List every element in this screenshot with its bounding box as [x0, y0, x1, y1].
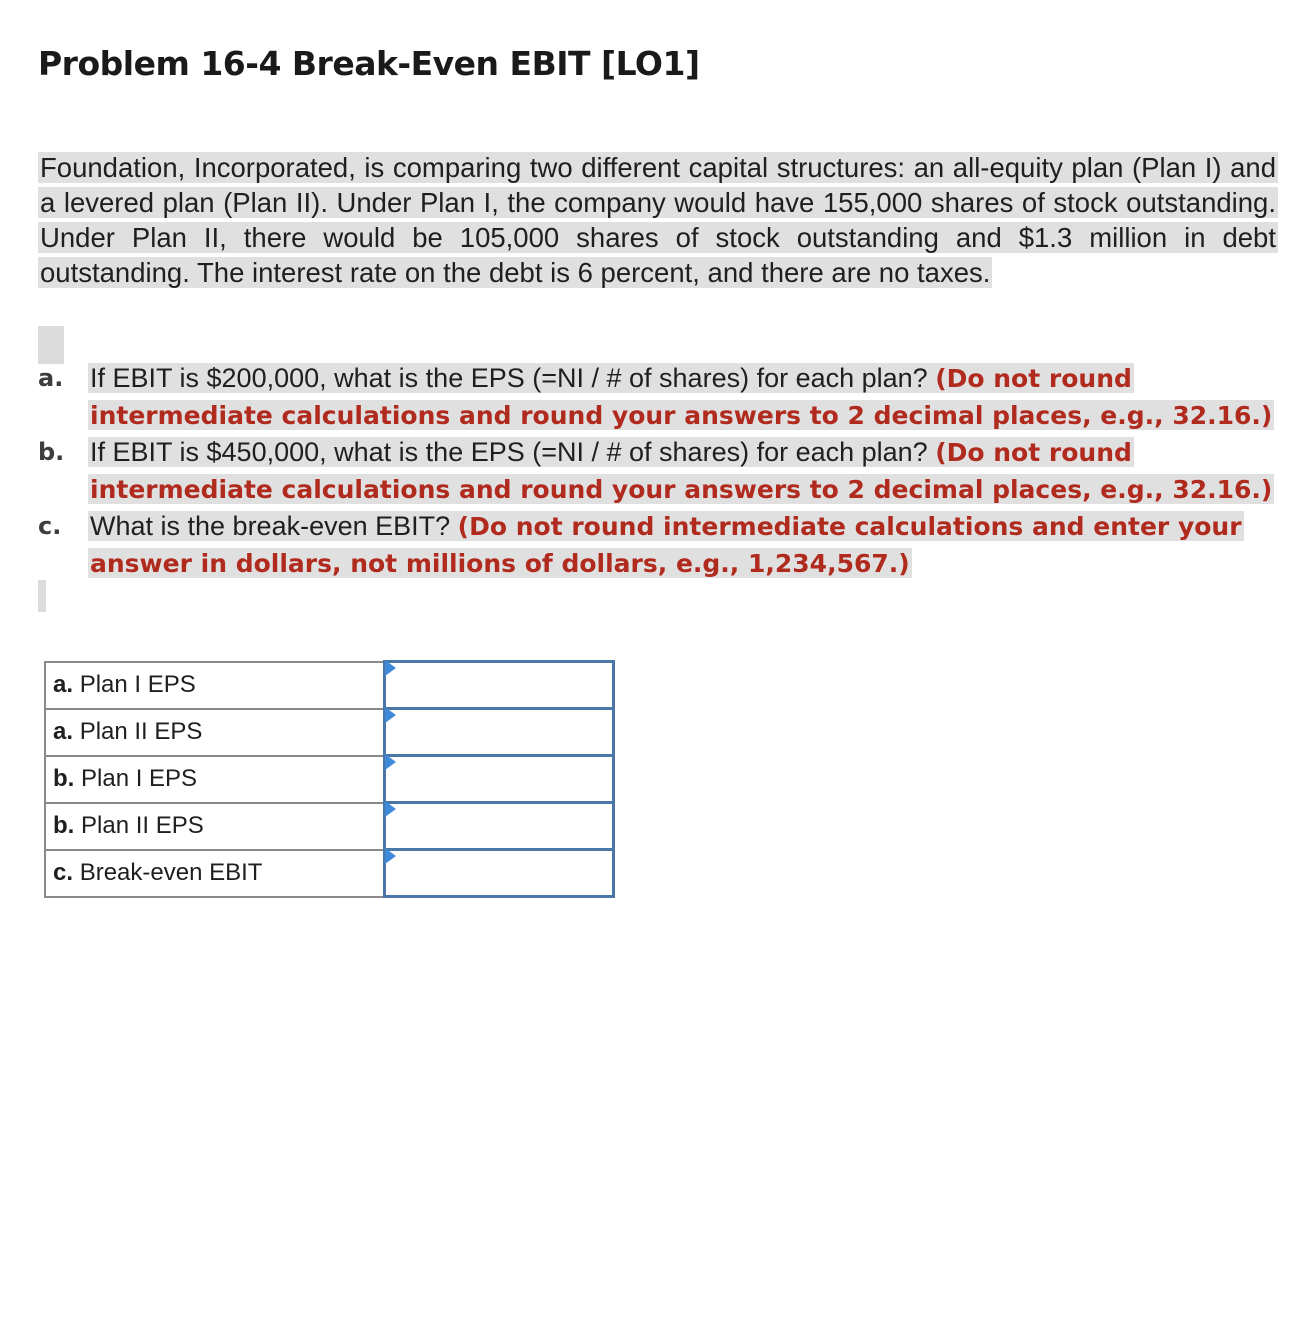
table-row — [45, 803, 614, 850]
answer-input-cell — [385, 709, 614, 756]
table-row — [45, 756, 614, 803]
flag-icon — [385, 801, 396, 817]
question-c — [38, 508, 1283, 582]
answer-table — [44, 660, 615, 898]
flag-icon — [385, 848, 396, 864]
question-body — [88, 360, 1283, 434]
question-b — [38, 434, 1283, 508]
answer-input-cell — [385, 850, 614, 897]
answer-label — [45, 850, 385, 897]
answer-label — [45, 709, 385, 756]
answer-input-cell — [385, 803, 614, 850]
table-row — [45, 662, 614, 709]
answer-letter: b. — [53, 765, 75, 792]
question-instruction: (Do not round intermediate calculations and round your answers to 2 decimal places, e.g., 32.16.) — [90, 438, 1273, 504]
highlight-gutter — [38, 326, 64, 364]
question-a — [38, 360, 1283, 434]
plan-2-eps-a-input[interactable] — [386, 710, 612, 754]
answer-label — [45, 803, 385, 850]
answer-letter: a. — [53, 671, 74, 698]
question-letter: c. — [38, 512, 62, 540]
question-body — [88, 508, 1283, 582]
plan-1-eps-a-input[interactable] — [386, 663, 612, 707]
problem-intro — [38, 150, 1278, 290]
answer-label-text: Break-even EBIT — [79, 859, 263, 886]
question-instruction: (Do not round intermediate calculations and enter your answer in dollars, not millions of dollars, e.g., 1,234,567.) — [90, 512, 1242, 578]
question-text: If EBIT is $450,000, what is the EPS (=NI / # of shares) for each plan? — [90, 437, 936, 467]
question-letter: b. — [38, 438, 65, 466]
plan-2-eps-b-input[interactable] — [386, 804, 612, 848]
problem-title: Problem 16-4 Break-Even EBIT [LO1] — [38, 44, 700, 83]
answer-input-cell — [385, 756, 614, 803]
answer-label-text: Plan II EPS — [81, 812, 204, 839]
question-text: If EBIT is $200,000, what is the EPS (=NI / # of shares) for each plan? — [90, 363, 936, 393]
answer-label-text: Plan I EPS — [79, 671, 196, 698]
answer-letter: a. — [53, 718, 74, 745]
problem-intro-text: Foundation, Incorporated, is comparing two different capital structures: an all-equity plan (Plan I) and a levered plan (Plan II). Under Plan I, the company would have 155,000 shares of stock outstanding. Under Plan II, there would be 105,000 shares of stock outstanding and $1.3 million in debt outstanding. The interest rate on the debt is 6 percent, and there are no taxes. — [40, 152, 1276, 288]
question-body — [88, 434, 1283, 508]
question-letter: a. — [38, 364, 64, 392]
table-row — [45, 709, 614, 756]
question-instruction: (Do not round intermediate calculations and round your answers to 2 decimal places, e.g., 32.16.) — [90, 364, 1273, 430]
highlight-gutter-small — [38, 580, 46, 612]
answer-label — [45, 662, 385, 709]
flag-icon — [385, 754, 396, 770]
answer-label — [45, 756, 385, 803]
break-even-ebit-input[interactable] — [386, 851, 612, 895]
answer-input-cell — [385, 662, 614, 709]
answer-letter: b. — [53, 812, 75, 839]
flag-icon — [385, 660, 396, 676]
plan-1-eps-b-input[interactable] — [386, 757, 612, 801]
table-row — [45, 850, 614, 897]
question-text: What is the break-even EBIT? — [90, 511, 458, 541]
question-list — [38, 360, 1283, 582]
answer-label-text: Plan II EPS — [79, 718, 203, 745]
flag-icon — [385, 707, 396, 723]
answer-label-text: Plan I EPS — [81, 765, 198, 792]
answer-letter: c. — [53, 859, 74, 886]
